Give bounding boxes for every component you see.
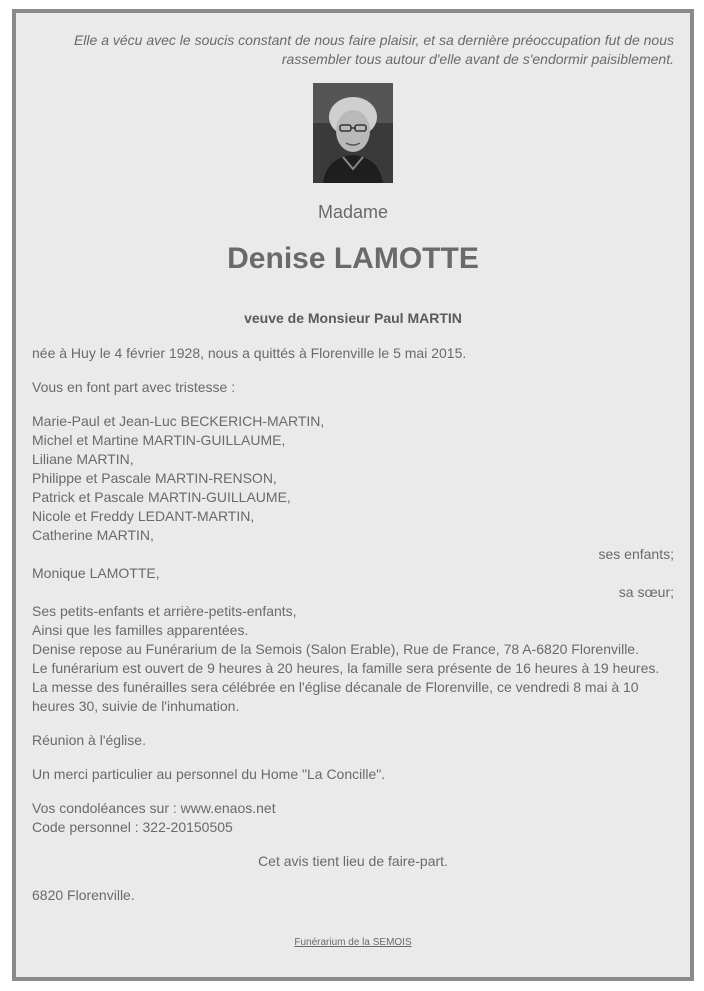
deceased-name: Denise LAMOTTE <box>227 242 479 275</box>
civility: Madame <box>317 202 389 222</box>
list-item: Patrick et Pascale MARTIN-GUILLAUME, <box>32 489 291 505</box>
list-item: Ses petits-enfants et arrière-petits-enfants, <box>32 603 297 619</box>
sister-label: sa sœur; <box>618 584 674 600</box>
list-item: Le funérarium est ouvert de 9 heures à 20 heures, la famille sera présente de 16 heures à 19 heures. <box>32 660 660 676</box>
funeral-home-link[interactable]: Funérarium de la SEMOIS <box>294 937 412 948</box>
list-item: Marie-Paul et Jean-Luc BECKERICH-MARTIN, <box>32 413 325 429</box>
list-item: La messe des funérailles sera célébrée en l'église décanale de Florenville, ce vendredi 8 mai à 10 heures 30, suivie de l'inhumation. <box>32 679 639 714</box>
children-label: ses enfants; <box>598 546 674 562</box>
place-line: 6820 Florenville. <box>32 887 135 903</box>
birth-death-line: née à Huy le 4 février 1928, nous a quittés à Florenville le 5 mai 2015. <box>32 345 467 361</box>
children-list <box>32 412 674 602</box>
condolences-url: Vos condoléances sur : www.enaos.net <box>32 800 276 816</box>
intro-line: Vous en font part avec tristesse : <box>32 379 236 395</box>
list-item: Liliane MARTIN, <box>32 451 134 467</box>
widow-of: veuve de Monsieur Paul MARTIN <box>244 310 462 326</box>
reunion-line: Réunion à l'église. <box>32 732 146 748</box>
list-item: Nicole et Freddy LEDANT-MARTIN, <box>32 508 255 524</box>
list-item: Catherine MARTIN, <box>32 527 154 543</box>
sister-name: Monique LAMOTTE, <box>32 565 160 581</box>
portrait-photo <box>313 83 393 183</box>
quote-text: Elle a vécu avec le soucis constant de nous faire plaisir, et sa dernière préoccupation fut de nous rassembler tous autour d'elle avant de s'endormir paisiblement. <box>73 32 674 67</box>
notice-line: Cet avis tient lieu de faire-part. <box>258 853 448 869</box>
announcement-body <box>32 344 674 920</box>
list-item: Michel et Martine MARTIN-GUILLAUME, <box>32 432 286 448</box>
list-item: Denise repose au Funérarium de la Semois (Salon Erable), Rue de France, 78 A-6820 Florenville. <box>32 641 639 657</box>
portrait-image <box>313 83 393 183</box>
obituary-card <box>12 9 694 981</box>
condolences <box>32 799 674 837</box>
thanks-line: Un merci particulier au personnel du Home "La Concille". <box>32 766 386 782</box>
condolences-code: Code personnel : 322-20150505 <box>32 819 233 835</box>
family-details <box>32 602 674 716</box>
list-item: Ainsi que les familles apparentées. <box>32 622 249 638</box>
list-item: Philippe et Pascale MARTIN-RENSON, <box>32 470 277 486</box>
